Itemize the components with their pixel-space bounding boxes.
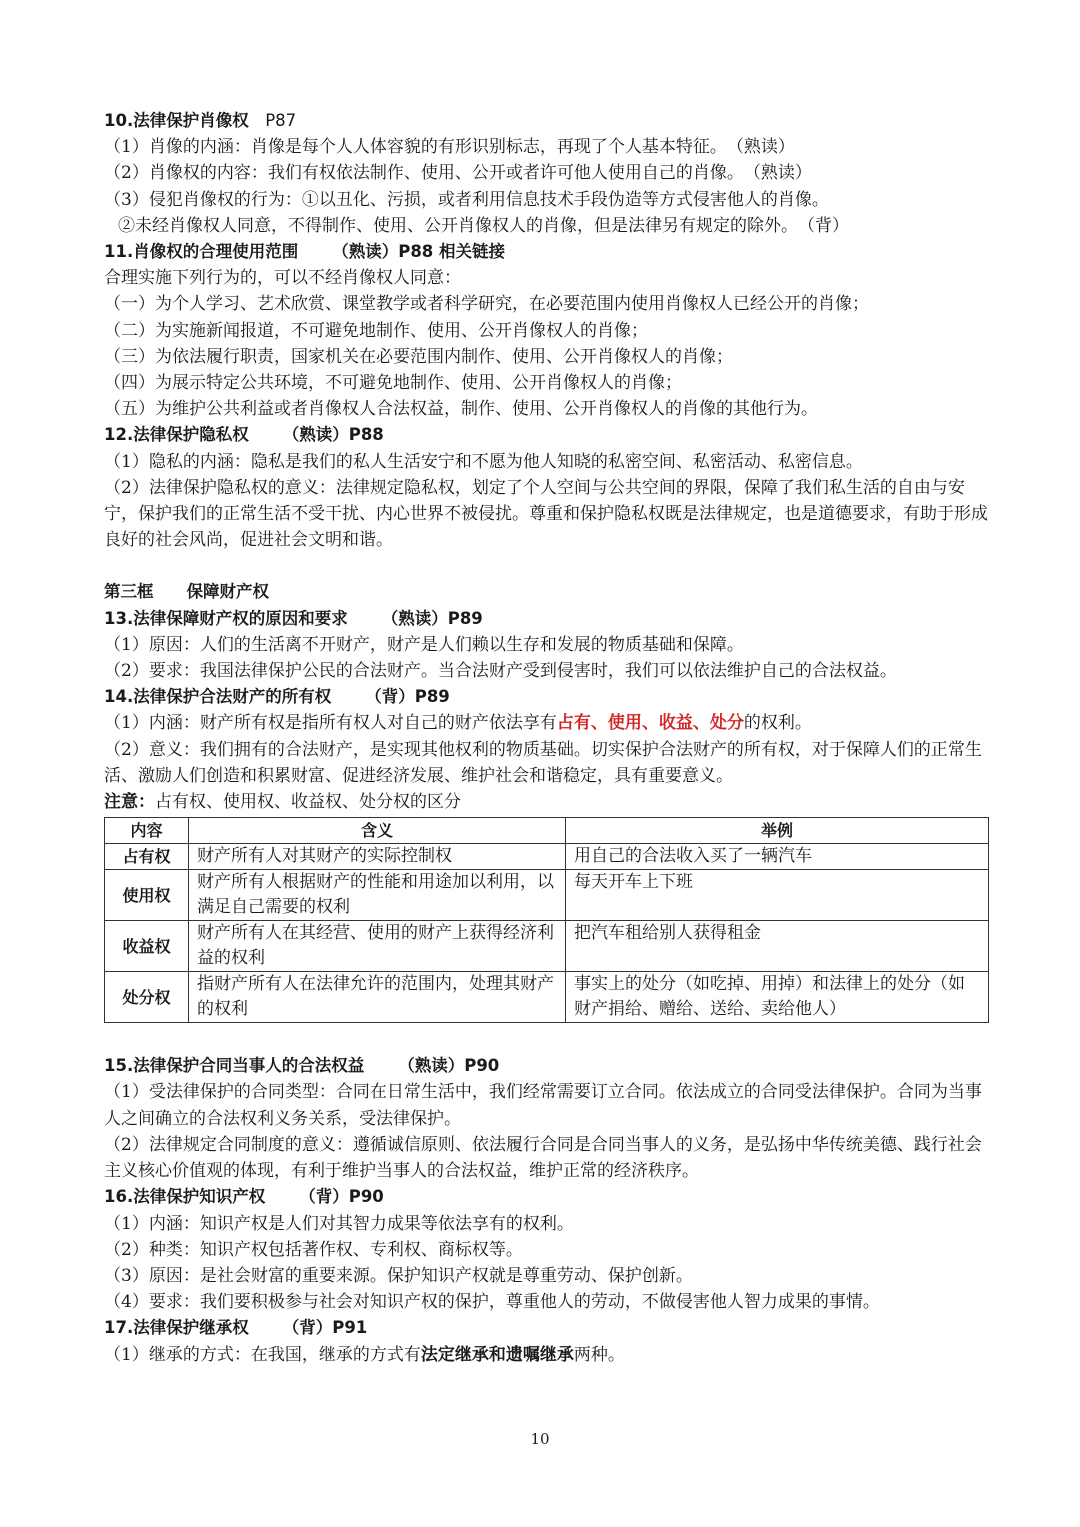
section-16-line-2: （2）种类：知识产权包括著作权、专利权、商标权等。 xyxy=(104,1239,523,1260)
section-16-title: 16.法律保护知识产权 xyxy=(104,1187,266,1207)
frame-3-title: 第三框 保障财产权 xyxy=(104,582,269,602)
section-17-line-1-pre: （1）继承的方式：在我国，继承的方式有 xyxy=(104,1344,421,1365)
section-11-line-6: （五）为维护公共利益或者肖像权人合法权益，制作、使用、公开肖像权人的肖像的其他行为。 xyxy=(104,399,818,420)
section-16-heading xyxy=(104,1184,988,1210)
section-12-tag: （熟读）P88 xyxy=(282,425,384,445)
table-cell-meaning: 指财产所有人在法律允许的范围内，处理其财产的权利 xyxy=(189,972,566,1023)
section-17-heading xyxy=(104,1315,988,1341)
table-cell-meaning: 财产所有人对其财产的实际控制权 xyxy=(189,844,566,870)
section-14-line-1-post: 的权利。 xyxy=(743,713,812,734)
section-15-title: 15.法律保护合同当事人的合法权益 xyxy=(104,1056,365,1076)
section-10-line-1: （1）肖像的内涵：肖像是每个人人体容貌的有形识别标志，再现了个人基本特征。 （熟读） xyxy=(104,137,795,158)
section-16-line-3: （3）原因：是社会财富的重要来源。保护知识产权就是尊重劳动、保护创新。 xyxy=(104,1265,693,1286)
section-10-line-2: （2）肖像权的内容：我们有权依法制作、使用、公开或者许可他人使用自己的肖像。 （熟读） xyxy=(104,163,812,184)
section-12-heading xyxy=(104,422,988,448)
section-17-tag: （背）P91 xyxy=(282,1318,368,1338)
section-10-line-4: ②未经肖像权人同意，不得制作、使用、公开肖像权人的肖像，但是法律另有规定的除外。 （背） xyxy=(118,215,849,236)
section-10-ref: P87 xyxy=(265,111,297,130)
section-11-line-4: （三）为依法履行职责，国家机关在必要范围内制作、使用、公开肖像权人的肖像； xyxy=(104,346,733,367)
table-cell-name: 处分权 xyxy=(105,972,189,1023)
table-header-row xyxy=(105,818,989,844)
table-row xyxy=(105,972,989,1023)
section-14-line-1 xyxy=(104,710,988,736)
section-12-paragraph-2: （2）法律保护隐私权的意义：法律规定隐私权，划定了个人空间与公共空间的界限，保障了我们私生活的自由与安宁，保护我们的正常生活不受干扰、内心世界不被侵扰。尊重和保护隐私权既是法律规定，也是道德要求，有助于形成良好的社会风尚，促进社会文明和谐。 xyxy=(104,477,988,551)
section-11-line-3: （二）为实施新闻报道，不可避免地制作、使用、公开肖像权人的肖像； xyxy=(104,320,648,341)
section-17-line-1-post: 两种。 xyxy=(573,1344,625,1365)
table-cell-name: 占有权 xyxy=(105,844,189,870)
note-text: 占有权、使用权、收益权、处分权的区分 xyxy=(155,792,461,813)
section-11-heading xyxy=(104,239,988,265)
table-row xyxy=(105,870,989,921)
section-11-line-2: （一）为个人学习、艺术欣赏、课堂教学或者科学研究，在必要范围内使用肖像权人已经公开的肖像； xyxy=(104,294,869,315)
section-14-heading xyxy=(104,684,988,710)
table-row xyxy=(105,844,989,870)
section-17-line-1 xyxy=(104,1342,988,1368)
page-number: 10 xyxy=(530,1430,550,1448)
section-14-note xyxy=(104,789,988,815)
section-14-paragraph-2: （2）意义：我们拥有的合法财产，是实现其他权利的物质基础。切实保护合法财产的所有权，对于保障人们的正常生活、激励人们创造和积累财富、促进经济发展、维护社会和谐稳定，具有重要意义。 xyxy=(104,739,982,786)
table-cell-example: 每天开车上下班 xyxy=(566,870,989,921)
table-header-example: 举例 xyxy=(566,818,989,844)
section-14-highlight: 占有、使用、收益、处分 xyxy=(556,713,744,734)
section-11-line-1: 合理实施下列行为的，可以不经肖像权人同意： xyxy=(104,268,461,289)
section-10-heading xyxy=(104,108,988,134)
section-13-title: 13.法律保障财产权的原因和要求 xyxy=(104,608,348,628)
section-14-tag: （背）P89 xyxy=(365,687,450,707)
section-11-title: 11.肖像权的合理使用范围 xyxy=(104,242,299,262)
section-15-paragraph-1: （1）受法律保护的合同类型：合同在日常生活中，我们经常需要订立合同。依法成立的合同受法律保护。合同为当事人之间确立的合法权利义务关系，受法律保护。 xyxy=(104,1082,982,1129)
document-content xyxy=(104,108,988,1368)
table-cell-example: 把汽车租给别人获得租金 xyxy=(566,921,989,972)
table-cell-name: 收益权 xyxy=(105,921,189,972)
table-header-content: 内容 xyxy=(105,818,189,844)
section-15-paragraph-2: （2）法律规定合同制度的意义：遵循诚信原则、依法履行合同是合同当事人的义务，是弘扬中华传统美德、践行社会主义核心价值观的体现，有利于维护当事人的合法权益，维护正常的经济秩序。 xyxy=(104,1134,982,1182)
table-cell-meaning: 财产所有人在其经营、使用的财产上获得经济利益的权利 xyxy=(189,921,566,972)
section-12-title: 12.法律保护隐私权 xyxy=(104,425,249,445)
table-header-meaning: 含义 xyxy=(189,818,566,844)
section-11-tag: （熟读）P88 相关链接 xyxy=(332,242,506,262)
section-11-line-5: （四）为展示特定公共环境，不可避免地制作、使用、公开肖像权人的肖像； xyxy=(104,373,682,394)
section-13-heading xyxy=(104,606,988,632)
section-13-tag: （熟读）P89 xyxy=(381,608,483,628)
section-15-heading xyxy=(104,1053,988,1079)
section-17-title: 17.法律保护继承权 xyxy=(104,1318,249,1338)
section-16-line-1: （1）内涵：知识产权是人们对其智力成果等依法享有的权利。 xyxy=(104,1213,574,1234)
section-14-title: 14.法律保护合法财产的所有权 xyxy=(104,687,332,707)
section-14-line-1-pre: （1）内涵：财产所有权是指所有权人对自己的财产依法享有 xyxy=(104,713,557,734)
section-16-tag: （背）P90 xyxy=(299,1187,384,1207)
section-12-line-1: （1）隐私的内涵：隐私是我们的私人生活安宁和不愿为他人知晓的私密空间、私密活动、私密信息。 xyxy=(104,451,863,472)
section-10-line-3: （3）侵犯肖像权的行为：①以丑化、污损，或者利用信息技术手段伪造等方式侵害他人的肖像。 xyxy=(104,189,829,210)
table-cell-name: 使用权 xyxy=(105,870,189,921)
section-17-emphasis: 法定继承和遗嘱继承 xyxy=(420,1344,574,1365)
rights-comparison-table xyxy=(104,817,989,1023)
table-cell-meaning: 财产所有人根据财产的性能和用途加以利用，以满足自己需要的权利 xyxy=(189,870,566,921)
note-label: 注意： xyxy=(104,792,155,813)
section-10-title: 10.法律保护肖像权 xyxy=(104,111,249,130)
section-13-line-1: （1）原因：人们的生活离不开财产，财产是人们赖以生存和发展的物质基础和保障。 xyxy=(104,634,744,655)
table-cell-example: 事实上的处分（如吃掉、用掉）和法律上的处分（如财产捐给、赠给、送给、卖给他人） xyxy=(566,972,989,1023)
section-13-paragraph-2: （2）要求：我国法律保护公民的合法财产。当合法财产受到侵害时，我们可以依法维护自己的合法权益。 xyxy=(104,661,897,682)
section-16-line-4: （4）要求：我们要积极参与社会对知识产权的保护，尊重他人的劳动，不做侵害他人智力成果的事情。 xyxy=(104,1292,880,1313)
section-15-tag: （熟读）P90 xyxy=(398,1056,500,1076)
table-row xyxy=(105,921,989,972)
table-cell-example: 用自己的合法收入买了一辆汽车 xyxy=(566,844,989,870)
